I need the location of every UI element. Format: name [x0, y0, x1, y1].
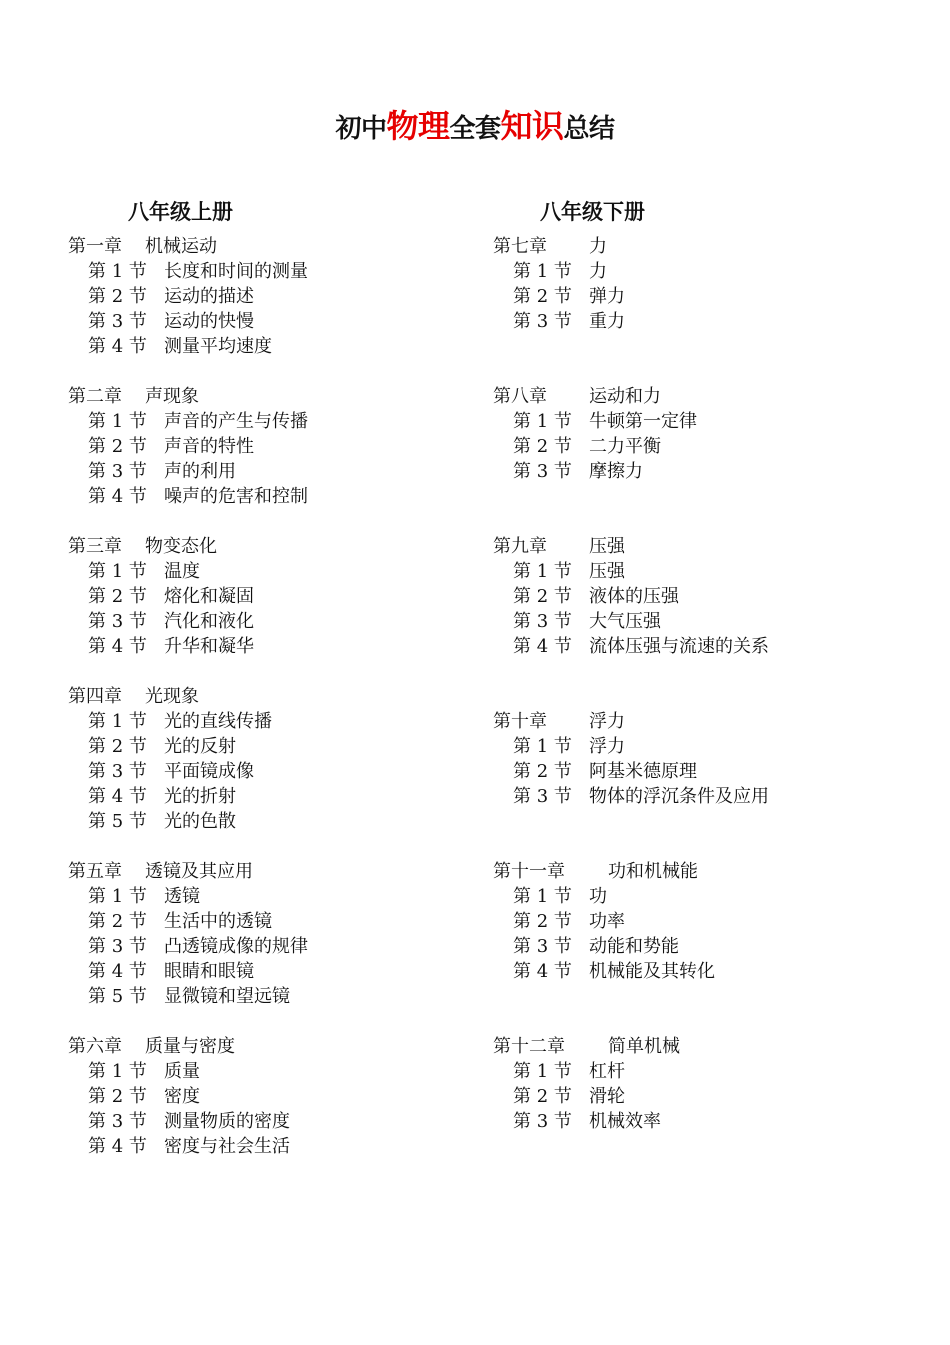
- section-item: [68, 784, 488, 809]
- section-item: [493, 609, 933, 634]
- section-name: 功率: [589, 911, 625, 932]
- section-number: 第 4 节: [88, 636, 147, 657]
- section-item: [493, 409, 933, 434]
- section-item: [68, 559, 488, 584]
- section-number: 第 3 节: [88, 936, 147, 957]
- section-item: [68, 284, 488, 309]
- section-number: 第 4 节: [88, 1136, 147, 1157]
- section-name: 重力: [589, 311, 625, 332]
- section-number: 第 2 节: [513, 761, 572, 782]
- section-item: [493, 734, 933, 759]
- section-number: 第 1 节: [513, 261, 572, 282]
- section-item: [68, 609, 488, 634]
- section-name: 牛顿第一定律: [589, 411, 697, 432]
- title-part-4: 知识: [500, 107, 564, 145]
- section-item: [68, 484, 488, 509]
- section-number: 第 3 节: [88, 311, 147, 332]
- chapter-name: 力: [589, 236, 607, 257]
- section-item: [493, 909, 933, 934]
- section-item: [68, 434, 488, 459]
- left-column-heading: 八年级上册: [128, 200, 233, 224]
- section-number: 第 3 节: [88, 461, 147, 482]
- chapter-number: 第一章: [68, 236, 122, 257]
- section-item: [493, 259, 933, 284]
- section-number: 第 3 节: [88, 761, 147, 782]
- section-number: 第 2 节: [88, 736, 147, 757]
- title-part-3: 全套: [449, 114, 501, 144]
- section-name: 测量平均速度: [164, 336, 272, 357]
- section-name: 平面镜成像: [164, 761, 254, 782]
- section-number: 第 1 节: [88, 261, 147, 282]
- section-item: [493, 1059, 933, 1084]
- section-item: [68, 1134, 488, 1159]
- section-number: 第 4 节: [513, 636, 572, 657]
- section-number: 第 3 节: [88, 611, 147, 632]
- chapter-number: 第十一章: [493, 861, 565, 882]
- section-item: [68, 734, 488, 759]
- section-name: 温度: [164, 561, 200, 582]
- section-number: 第 1 节: [88, 886, 147, 907]
- section-name: 二力平衡: [589, 436, 661, 457]
- section-number: 第 1 节: [513, 886, 572, 907]
- section-item: [68, 909, 488, 934]
- section-number: 第 3 节: [513, 461, 572, 482]
- chapter-number: 第七章: [493, 236, 547, 257]
- chapter-name: 功和机械能: [608, 861, 698, 882]
- section-name: 光的色散: [164, 811, 236, 832]
- section-number: 第 1 节: [88, 1061, 147, 1082]
- section-number: 第 5 节: [88, 811, 147, 832]
- section-name: 流体压强与流速的关系: [589, 636, 769, 657]
- chapter-name: 透镜及其应用: [145, 861, 253, 882]
- section-item: [493, 959, 933, 984]
- chapter-number: 第四章: [68, 686, 122, 707]
- section-name: 长度和时间的测量: [164, 261, 308, 282]
- section-item: [68, 459, 488, 484]
- title-part-2: 物理: [386, 107, 450, 145]
- section-name: 液体的压强: [589, 586, 679, 607]
- section-name: 声音的产生与传播: [164, 411, 308, 432]
- chapter-number: 第九章: [493, 536, 547, 557]
- chapter-heading: [493, 859, 933, 884]
- section-number: 第 3 节: [88, 1111, 147, 1132]
- section-name: 汽化和液化: [164, 611, 254, 632]
- section-item: [68, 984, 488, 1009]
- chapter-name: 压强: [589, 536, 625, 557]
- right-column-heading: 八年级下册: [540, 200, 645, 224]
- section-item: [68, 934, 488, 959]
- section-name: 熔化和凝固: [164, 586, 254, 607]
- section-name: 大气压强: [589, 611, 661, 632]
- section-name: 弹力: [589, 286, 625, 307]
- section-name: 功: [589, 886, 607, 907]
- section-item: [68, 709, 488, 734]
- section-number: 第 3 节: [513, 1111, 572, 1132]
- chapter-name: 运动和力: [589, 386, 661, 407]
- section-item: [493, 934, 933, 959]
- title-part-5: 总结: [563, 114, 615, 144]
- chapter-name: 声现象: [145, 386, 199, 407]
- chapter-number: 第十章: [493, 711, 547, 732]
- section-number: 第 4 节: [88, 961, 147, 982]
- chapter-number: 第十二章: [493, 1036, 565, 1057]
- section-item: [68, 584, 488, 609]
- chapter-heading: [68, 384, 488, 409]
- section-name: 光的反射: [164, 736, 236, 757]
- section-name: 眼睛和眼镜: [164, 961, 254, 982]
- section-item: [68, 409, 488, 434]
- section-item: [68, 309, 488, 334]
- section-name: 噪声的危害和控制: [164, 486, 308, 507]
- chapter-heading: [493, 234, 933, 259]
- section-name: 声音的特性: [164, 436, 254, 457]
- chapter-name: 浮力: [589, 711, 625, 732]
- section-number: 第 2 节: [88, 911, 147, 932]
- section-number: 第 1 节: [513, 411, 572, 432]
- chapter-heading: [68, 1034, 488, 1059]
- section-number: 第 1 节: [513, 561, 572, 582]
- section-number: 第 4 节: [88, 486, 147, 507]
- section-name: 显微镜和望远镜: [164, 986, 290, 1007]
- chapter-number: 第二章: [68, 386, 122, 407]
- right-column: [493, 234, 933, 1134]
- section-number: 第 3 节: [513, 786, 572, 807]
- section-name: 光的折射: [164, 786, 236, 807]
- chapter-heading: [68, 234, 488, 259]
- section-number: 第 2 节: [513, 911, 572, 932]
- section-name: 凸透镜成像的规律: [164, 936, 308, 957]
- section-item: [493, 1109, 933, 1134]
- section-name: 动能和势能: [589, 936, 679, 957]
- section-number: 第 3 节: [513, 311, 572, 332]
- section-number: 第 4 节: [513, 961, 572, 982]
- section-name: 浮力: [589, 736, 625, 757]
- left-column: [68, 234, 488, 1159]
- chapter-name: 简单机械: [608, 1036, 680, 1057]
- chapter-number: 第三章: [68, 536, 122, 557]
- section-item: [68, 1059, 488, 1084]
- section-name: 测量物质的密度: [164, 1111, 290, 1132]
- chapter-heading: [493, 709, 933, 734]
- section-number: 第 1 节: [88, 711, 147, 732]
- section-name: 杠杆: [589, 1061, 625, 1082]
- section-item: [68, 1084, 488, 1109]
- section-number: 第 3 节: [513, 936, 572, 957]
- section-number: 第 5 节: [88, 986, 147, 1007]
- section-number: 第 2 节: [88, 586, 147, 607]
- chapter-name: 物变态化: [145, 536, 217, 557]
- section-number: 第 1 节: [513, 1061, 572, 1082]
- section-name: 摩擦力: [589, 461, 643, 482]
- title-part-1: 初中: [335, 114, 387, 144]
- section-name: 物体的浮沉条件及应用: [589, 786, 769, 807]
- chapter-name: 机械运动: [145, 236, 217, 257]
- section-name: 透镜: [164, 886, 200, 907]
- section-name: 压强: [589, 561, 625, 582]
- chapter-heading: [68, 534, 488, 559]
- chapter-number: 第八章: [493, 386, 547, 407]
- section-item: [493, 434, 933, 459]
- section-item: [493, 559, 933, 584]
- section-item: [493, 459, 933, 484]
- chapter-number: 第六章: [68, 1036, 122, 1057]
- section-item: [68, 259, 488, 284]
- section-number: 第 2 节: [513, 1086, 572, 1107]
- section-name: 密度与社会生活: [164, 1136, 290, 1157]
- section-name: 生活中的透镜: [164, 911, 272, 932]
- section-number: 第 2 节: [88, 286, 147, 307]
- chapter-name: 光现象: [145, 686, 199, 707]
- page-title: [0, 106, 950, 149]
- section-item: [493, 284, 933, 309]
- section-item: [493, 309, 933, 334]
- section-name: 运动的快慢: [164, 311, 254, 332]
- section-number: 第 2 节: [88, 436, 147, 457]
- section-name: 运动的描述: [164, 286, 254, 307]
- section-name: 光的直线传播: [164, 711, 272, 732]
- section-item: [493, 584, 933, 609]
- section-name: 阿基米德原理: [589, 761, 697, 782]
- section-item: [493, 634, 933, 659]
- chapter-heading: [493, 384, 933, 409]
- section-number: 第 4 节: [88, 336, 147, 357]
- section-item: [68, 959, 488, 984]
- section-number: 第 2 节: [513, 436, 572, 457]
- section-item: [68, 634, 488, 659]
- section-item: [68, 759, 488, 784]
- section-item: [493, 884, 933, 909]
- chapter-heading: [68, 859, 488, 884]
- chapter-heading: [493, 534, 933, 559]
- section-item: [493, 759, 933, 784]
- section-number: 第 3 节: [513, 611, 572, 632]
- section-item: [68, 884, 488, 909]
- section-number: 第 2 节: [88, 1086, 147, 1107]
- section-number: 第 4 节: [88, 786, 147, 807]
- section-number: 第 1 节: [88, 561, 147, 582]
- section-item: [68, 809, 488, 834]
- section-name: 机械效率: [589, 1111, 661, 1132]
- chapter-number: 第五章: [68, 861, 122, 882]
- section-item: [493, 1084, 933, 1109]
- section-name: 密度: [164, 1086, 200, 1107]
- section-name: 升华和凝华: [164, 636, 254, 657]
- section-number: 第 1 节: [513, 736, 572, 757]
- section-item: [493, 784, 933, 809]
- section-number: 第 2 节: [513, 286, 572, 307]
- section-name: 机械能及其转化: [589, 961, 715, 982]
- chapter-heading: [493, 1034, 933, 1059]
- section-item: [68, 334, 488, 359]
- chapter-heading: [68, 684, 488, 709]
- section-number: 第 2 节: [513, 586, 572, 607]
- section-name: 质量: [164, 1061, 200, 1082]
- chapter-name: 质量与密度: [145, 1036, 235, 1057]
- section-number: 第 1 节: [88, 411, 147, 432]
- section-item: [68, 1109, 488, 1134]
- section-name: 力: [589, 261, 607, 282]
- section-name: 声的利用: [164, 461, 236, 482]
- section-name: 滑轮: [589, 1086, 625, 1107]
